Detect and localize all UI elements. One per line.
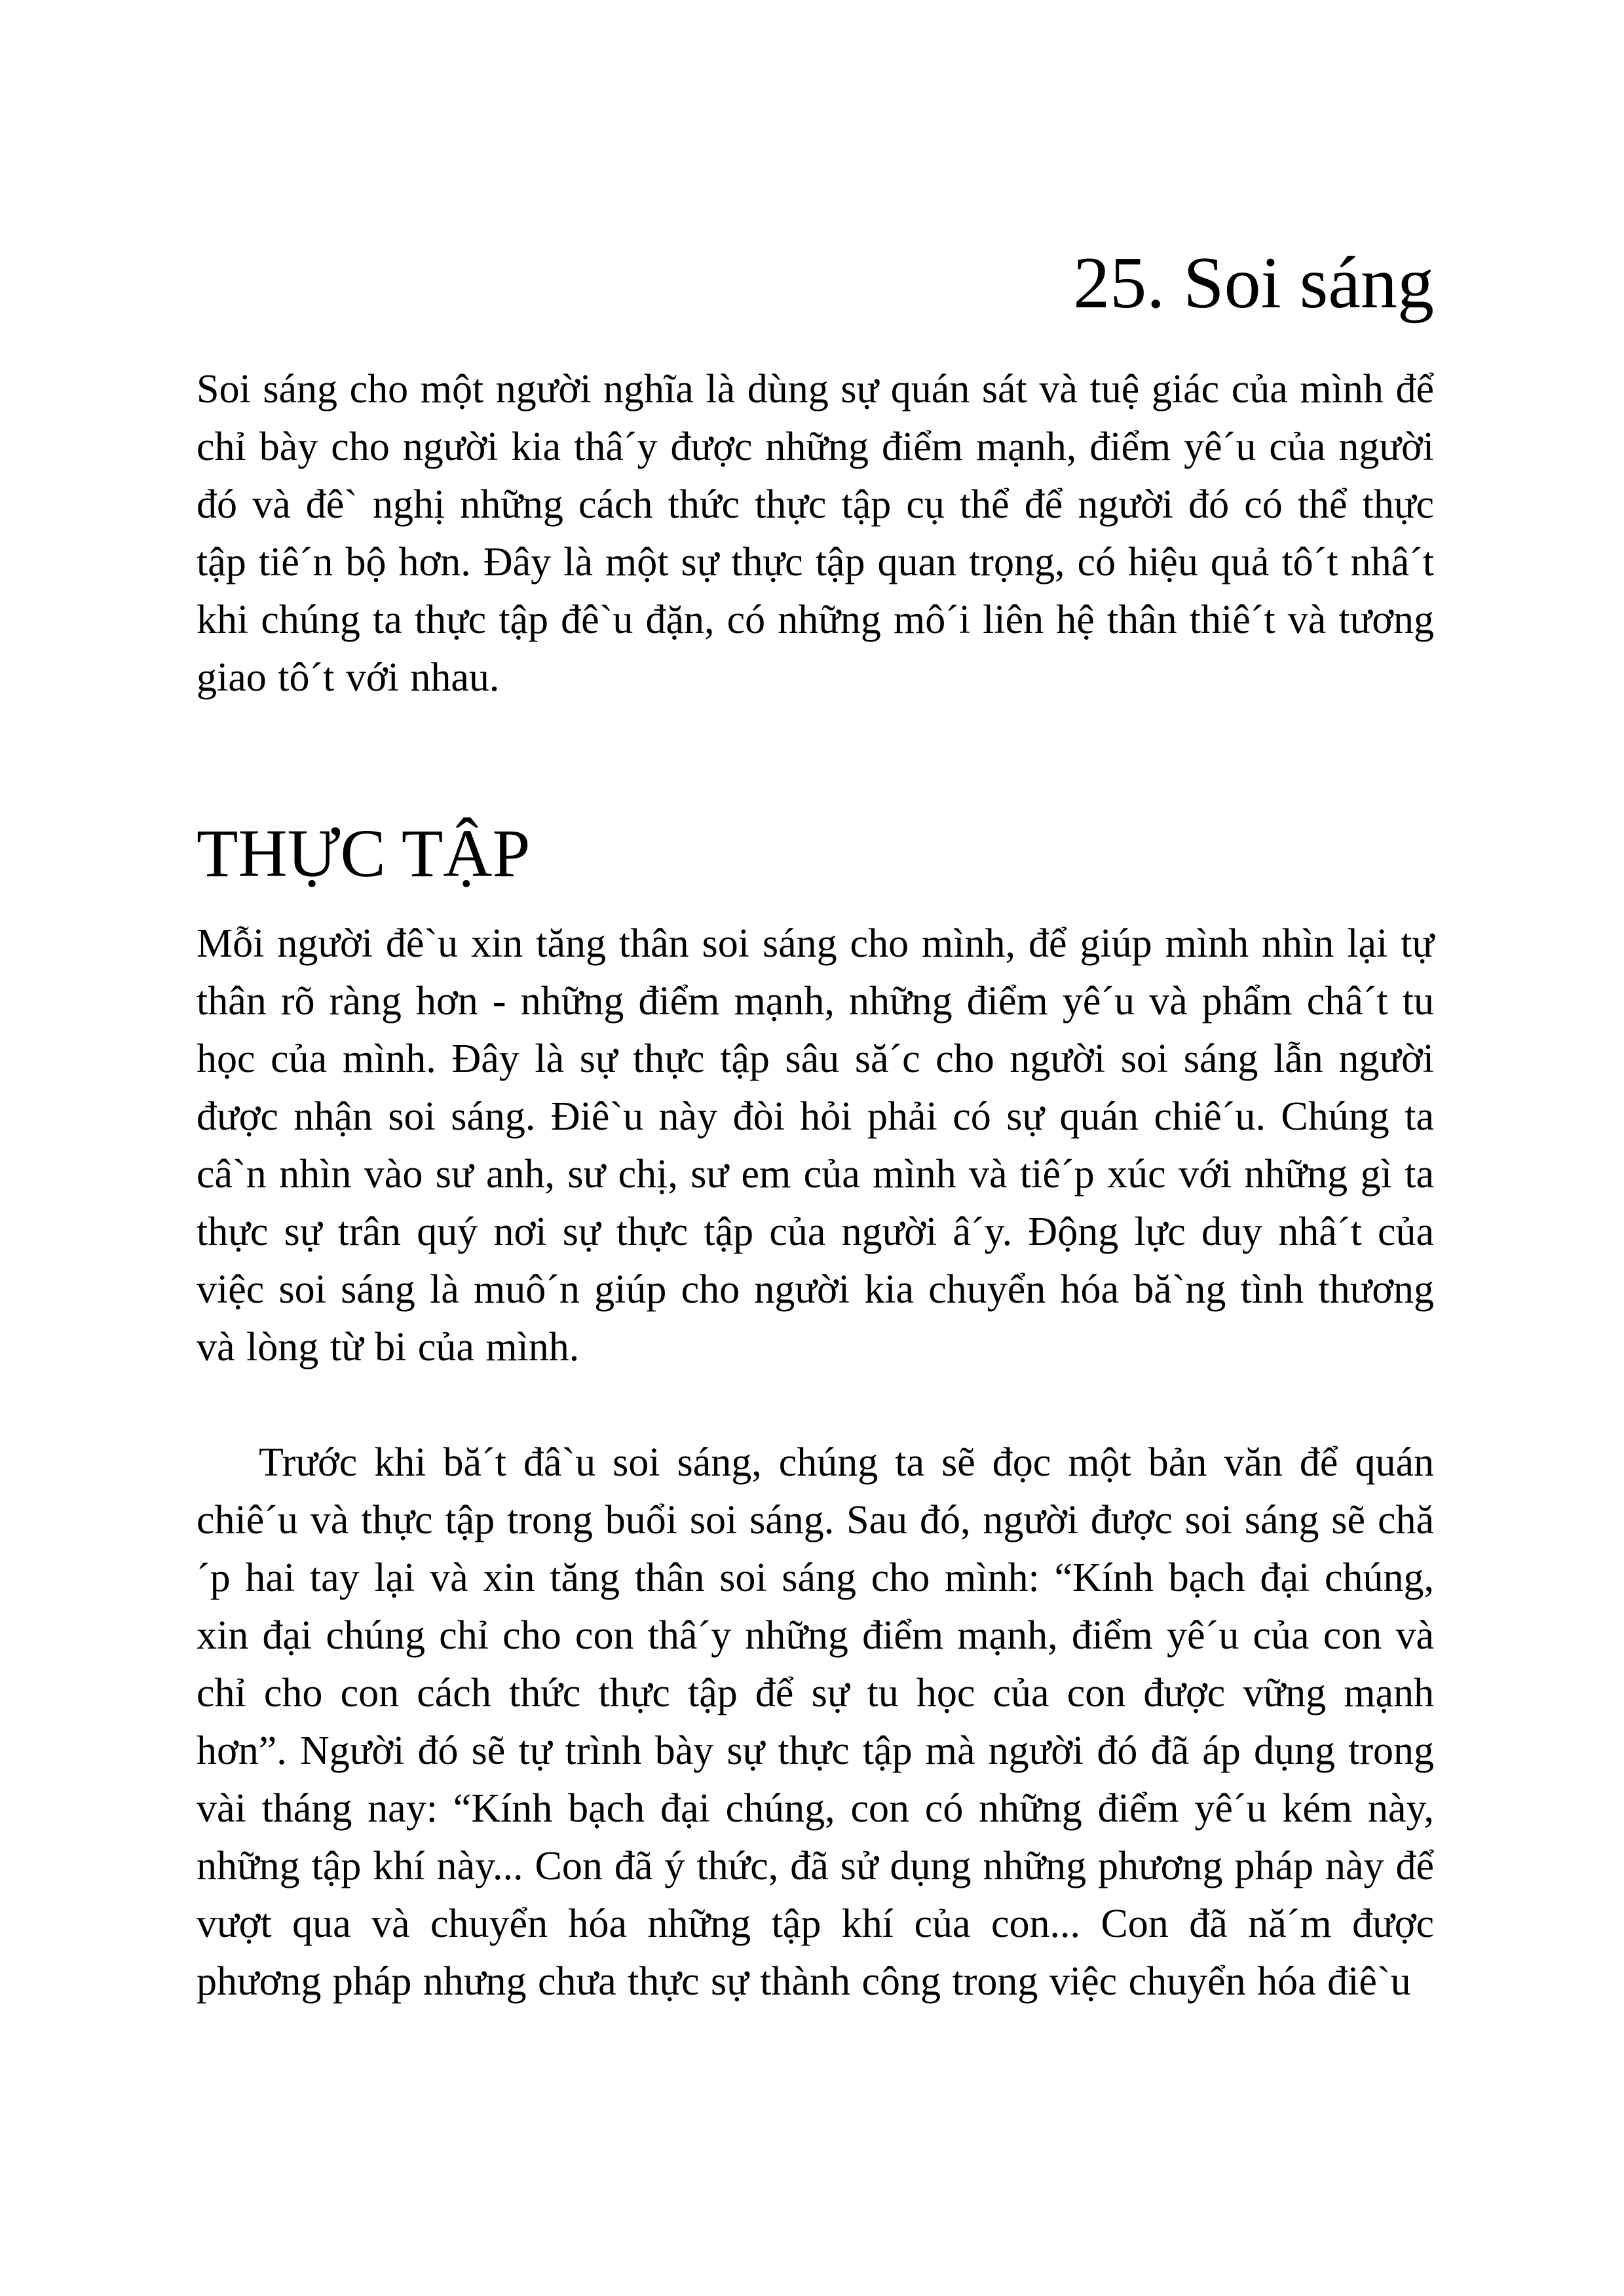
section-heading: THỰC TẬP [197,816,531,891]
chapter-title: 25. Soi sáng [1073,242,1434,324]
practice-paragraph-1: Mỗi người đê`u xin tăng thân soi sáng cho mình, để giúp mình nhìn lại tự thân rõ ràng hơn - những điểm mạnh, những điểm yê´u và phẩm châ´t tu học của mình. Đây là sự thực tập sâu să´c cho người soi sáng lẫn người được nhận soi sáng. Điê`u này đòi hỏi phải có sự quán chiê´u. Chúng ta câ`n nhìn vào sư anh, sư chị, sư em của mình và tiê´p xúc với những gì ta thực sự trân quý nơi sự thực tập của người â´y. Động lực duy nhâ´t của việc soi sáng là muô´n giúp cho người kia chuyển hóa bă`ng tình thương và lòng từ bi của mình. [197,921,1434,1369]
practice-paragraph-2: Trước khi bă´t đâ`u soi sáng, chúng ta sẽ đọc một bản văn để quán chiê´u và thực tập trong buổi soi sáng. Sau đó, người được soi sáng sẽ chă´p hai tay lại và xin tăng thân soi sáng cho mình: “Kính bạch đại chúng, xin đại chúng chỉ cho con thâ´y những điểm mạnh, điểm yê´u của con và chỉ cho con cách thức thực tập để sự tu học của con được vững mạnh hơn”. Người đó sẽ tự trình bày sự thực tập mà người đó đã áp dụng trong vài tháng nay: “Kính bạch đại chúng, con có những điểm yê´u kém này, những tập khí này... Con đã ý thức, đã sử dụng những phương pháp này để vượt qua và chuyển hóa những tập khí của con... Con đã nă´m được phương pháp nhưng chưa thực sự thành công trong việc chuyển hóa điê`u [197,1440,1434,2004]
intro-paragraph: Soi sáng cho một người nghĩa là dùng sự quán sát và tuệ giác của mình để chỉ bày cho người kia thâ´y được những điểm mạnh, điểm yê´u của người đó và đê` nghị những cách thức thực tập cụ thể để người đó có thể thực tập tiê´n bộ hơn. Đây là một sự thực tập quan trọng, có hiệu quả tô´t nhâ´t khi chúng ta thực tập đê`u đặn, có những mô´i liên hệ thân thiê´t và tương giao tô´t với nhau. [197,367,1434,700]
